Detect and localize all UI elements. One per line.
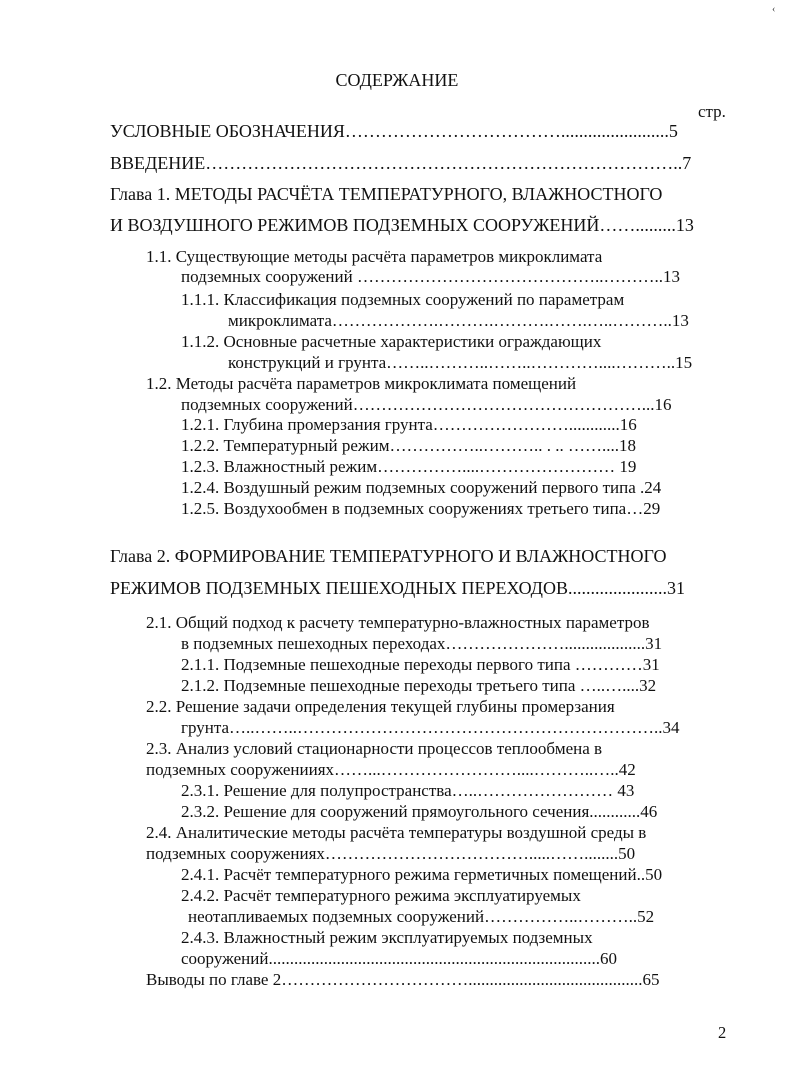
toc-entry-1-1-1-cont: микроклимата……………….……….……….…….…..………..13	[228, 311, 689, 330]
toc-entry-1-2-1: 1.2.1. Глубина промерзания грунта……………………............16	[181, 415, 637, 434]
toc-entry-2-4-cont: подземных сооружениях……………………………….....……........50	[146, 844, 636, 863]
toc-entry-chapter2: Глава 2. ФОРМИРОВАНИЕ ТЕМПЕРАТУРНОГО И ВЛАЖНОСТНОГО	[110, 546, 667, 566]
page-number: 2	[718, 1023, 727, 1042]
toc-entry-1-1-cont: подземных сооружений ……………………………………..………..13	[181, 267, 680, 286]
toc-entry-2-3-cont: подземных сооруженииях……...……………………....………..…..42	[146, 760, 636, 779]
toc-entry-chapter2-cont: РЕЖИМОВ ПОДЗЕМНЫХ ПЕШЕХОДНЫХ ПЕРЕХОДОВ......................31	[110, 578, 685, 598]
toc-entry-conclusions-2: Выводы по главе 2…………………………….........................................65	[146, 970, 660, 989]
toc-heading: СОДЕРЖАНИЕ	[335, 70, 459, 90]
toc-entry-2-1-cont: в подземных пешеходных переходах…………………...................31	[181, 634, 663, 653]
toc-entry-2-3-2: 2.3.2. Решение для сооружений прямоугольного сечения............46	[181, 802, 658, 821]
toc-entry-chapter1: Глава 1. МЕТОДЫ РАСЧЁТА ТЕМПЕРАТУРНОГО, ВЛАЖНОСТНОГО	[110, 184, 663, 204]
toc-entry-1-2-5: 1.2.5. Воздухообмен в подземных сооружениях третьего типа…29	[181, 499, 661, 518]
toc-entry-1-1-1: 1.1.1. Классификация подземных сооружений по параметрам	[181, 290, 625, 309]
toc-entry-2-1-2: 2.1.2. Подземные пешеходные переходы третьего типа …..…....32	[181, 676, 657, 695]
toc-entry-2-3-1: 2.3.1. Решение для полупространства…..…………………… 43	[181, 781, 635, 800]
toc-entry-introduction: ВВЕДЕНИЕ……………………………………………………………………..7	[110, 153, 692, 173]
toc-entry-1-1: 1.1. Существующие методы расчёта параметров микроклимата	[146, 247, 603, 266]
toc-entry-2-2: 2.2. Решение задачи определения текущей глубины промерзания	[146, 697, 615, 716]
toc-entry-2-4: 2.4. Аналитические методы расчёта температуры воздушной среды в	[146, 823, 647, 842]
toc-entry-2-1-1: 2.1.1. Подземные пешеходные переходы первого типа …………31	[181, 655, 660, 674]
toc-entry-chapter1-cont: И ВОЗДУШНОГО РЕЖИМОВ ПОДЗЕМНЫХ СООРУЖЕНИЙ…….........13	[110, 215, 694, 235]
toc-entry-1-2: 1.2. Методы расчёта параметров микроклимата помещений	[146, 374, 577, 393]
toc-entry-2-4-3-cont: сооружений..............................................................................60	[181, 949, 617, 968]
toc-entry-1-2-4: 1.2.4. Воздушный режим подземных сооружений первого типа .24	[181, 478, 662, 497]
toc-entry-1-2-2: 1.2.2. Температурный режим……………..……….. . .. ……....18	[181, 436, 637, 455]
page-column-label: стр.	[698, 102, 726, 121]
toc-entry-symbols: УСЛОВНЫЕ ОБОЗНАЧЕНИЯ………………………………........................5	[110, 121, 678, 141]
toc-entry-2-1: 2.1. Общий подход к расчету температурно-влажностных параметров	[146, 613, 650, 632]
toc-entry-2-4-2: 2.4.2. Расчёт температурного режима эксплуатируемых	[181, 886, 581, 905]
scan-mark: ‹	[772, 4, 776, 15]
toc-entry-2-2-cont: грунта…..……..………………………………………………………..34	[181, 718, 680, 737]
toc-entry-1-2-3: 1.2.3. Влажностный режим……………....…………………… 19	[181, 457, 637, 476]
toc-entry-1-2-cont: подземных сооружений……………………………………………...16	[181, 395, 672, 414]
toc-entry-2-4-1: 2.4.1. Расчёт температурного режима герметичных помещений..50	[181, 865, 663, 884]
toc-entry-2-4-3: 2.4.3. Влажностный режим эксплуатируемых подземных	[181, 928, 593, 947]
toc-entry-2-3: 2.3. Анализ условий стационарности процессов теплообмена в	[146, 739, 603, 758]
toc-entry-2-4-2-cont: неотапливаемых подземных сооружений……………..………..52	[188, 907, 655, 926]
toc-entry-1-1-2: 1.1.2. Основные расчетные характеристики ограждающих	[181, 332, 602, 351]
toc-entry-1-1-2-cont: конструкций и грунта……..………..……..…………....………..15	[228, 353, 693, 372]
